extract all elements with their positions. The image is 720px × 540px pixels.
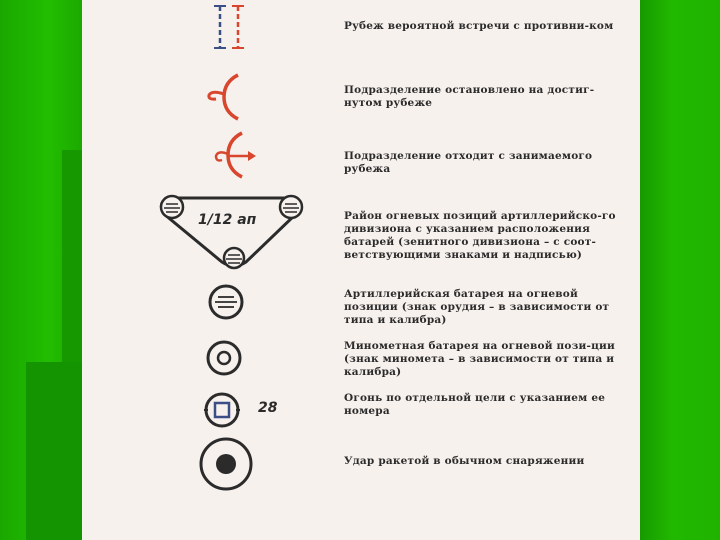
legend-text-6: Минометная батарея на огневой пози-ции (знак миномета – в зависимости от типа и калибра) [344, 340, 616, 378]
unit-withdrawing-icon [212, 130, 264, 180]
legend-text-5: Артиллерийская батарея на огневой позиции (знак орудия – в зависимости от типа и калибра) [344, 288, 610, 326]
legend-page [82, 0, 640, 540]
unit-stopped-icon [202, 72, 250, 122]
legend-text-4: Район огневых позиций артиллерийско-го дивизиона с указанием расположения батарей (зенитного дивизиона – с соот-ветствующими знаками и надписью) [344, 210, 616, 261]
fire-target-icon [202, 390, 250, 430]
rocket-strike-icon [198, 436, 254, 492]
fire-target-number: 28 [258, 400, 278, 416]
legend-text-7: Огонь по отдельной цели с указанием ее номера [344, 392, 606, 417]
background-band-lower [26, 362, 82, 540]
meeting-line-icon [210, 4, 254, 50]
legend-text-2: Подразделение остановлено на достиг-нутом рубеже [344, 84, 595, 109]
artillery-battery-icon [206, 282, 246, 322]
background-right [640, 0, 720, 540]
legend-text-1: Рубеж вероятной встречи с противни-ком [344, 20, 614, 32]
mortar-battery-icon [204, 338, 244, 378]
legend-text-3: Подразделение отходит с занимаемого рубежа [344, 150, 593, 175]
artillery-division-label: 1/12 ап [198, 212, 257, 228]
legend-text-8: Удар ракетой в обычном снаряжении [344, 455, 585, 467]
artillery-division-area-icon [148, 190, 308, 272]
